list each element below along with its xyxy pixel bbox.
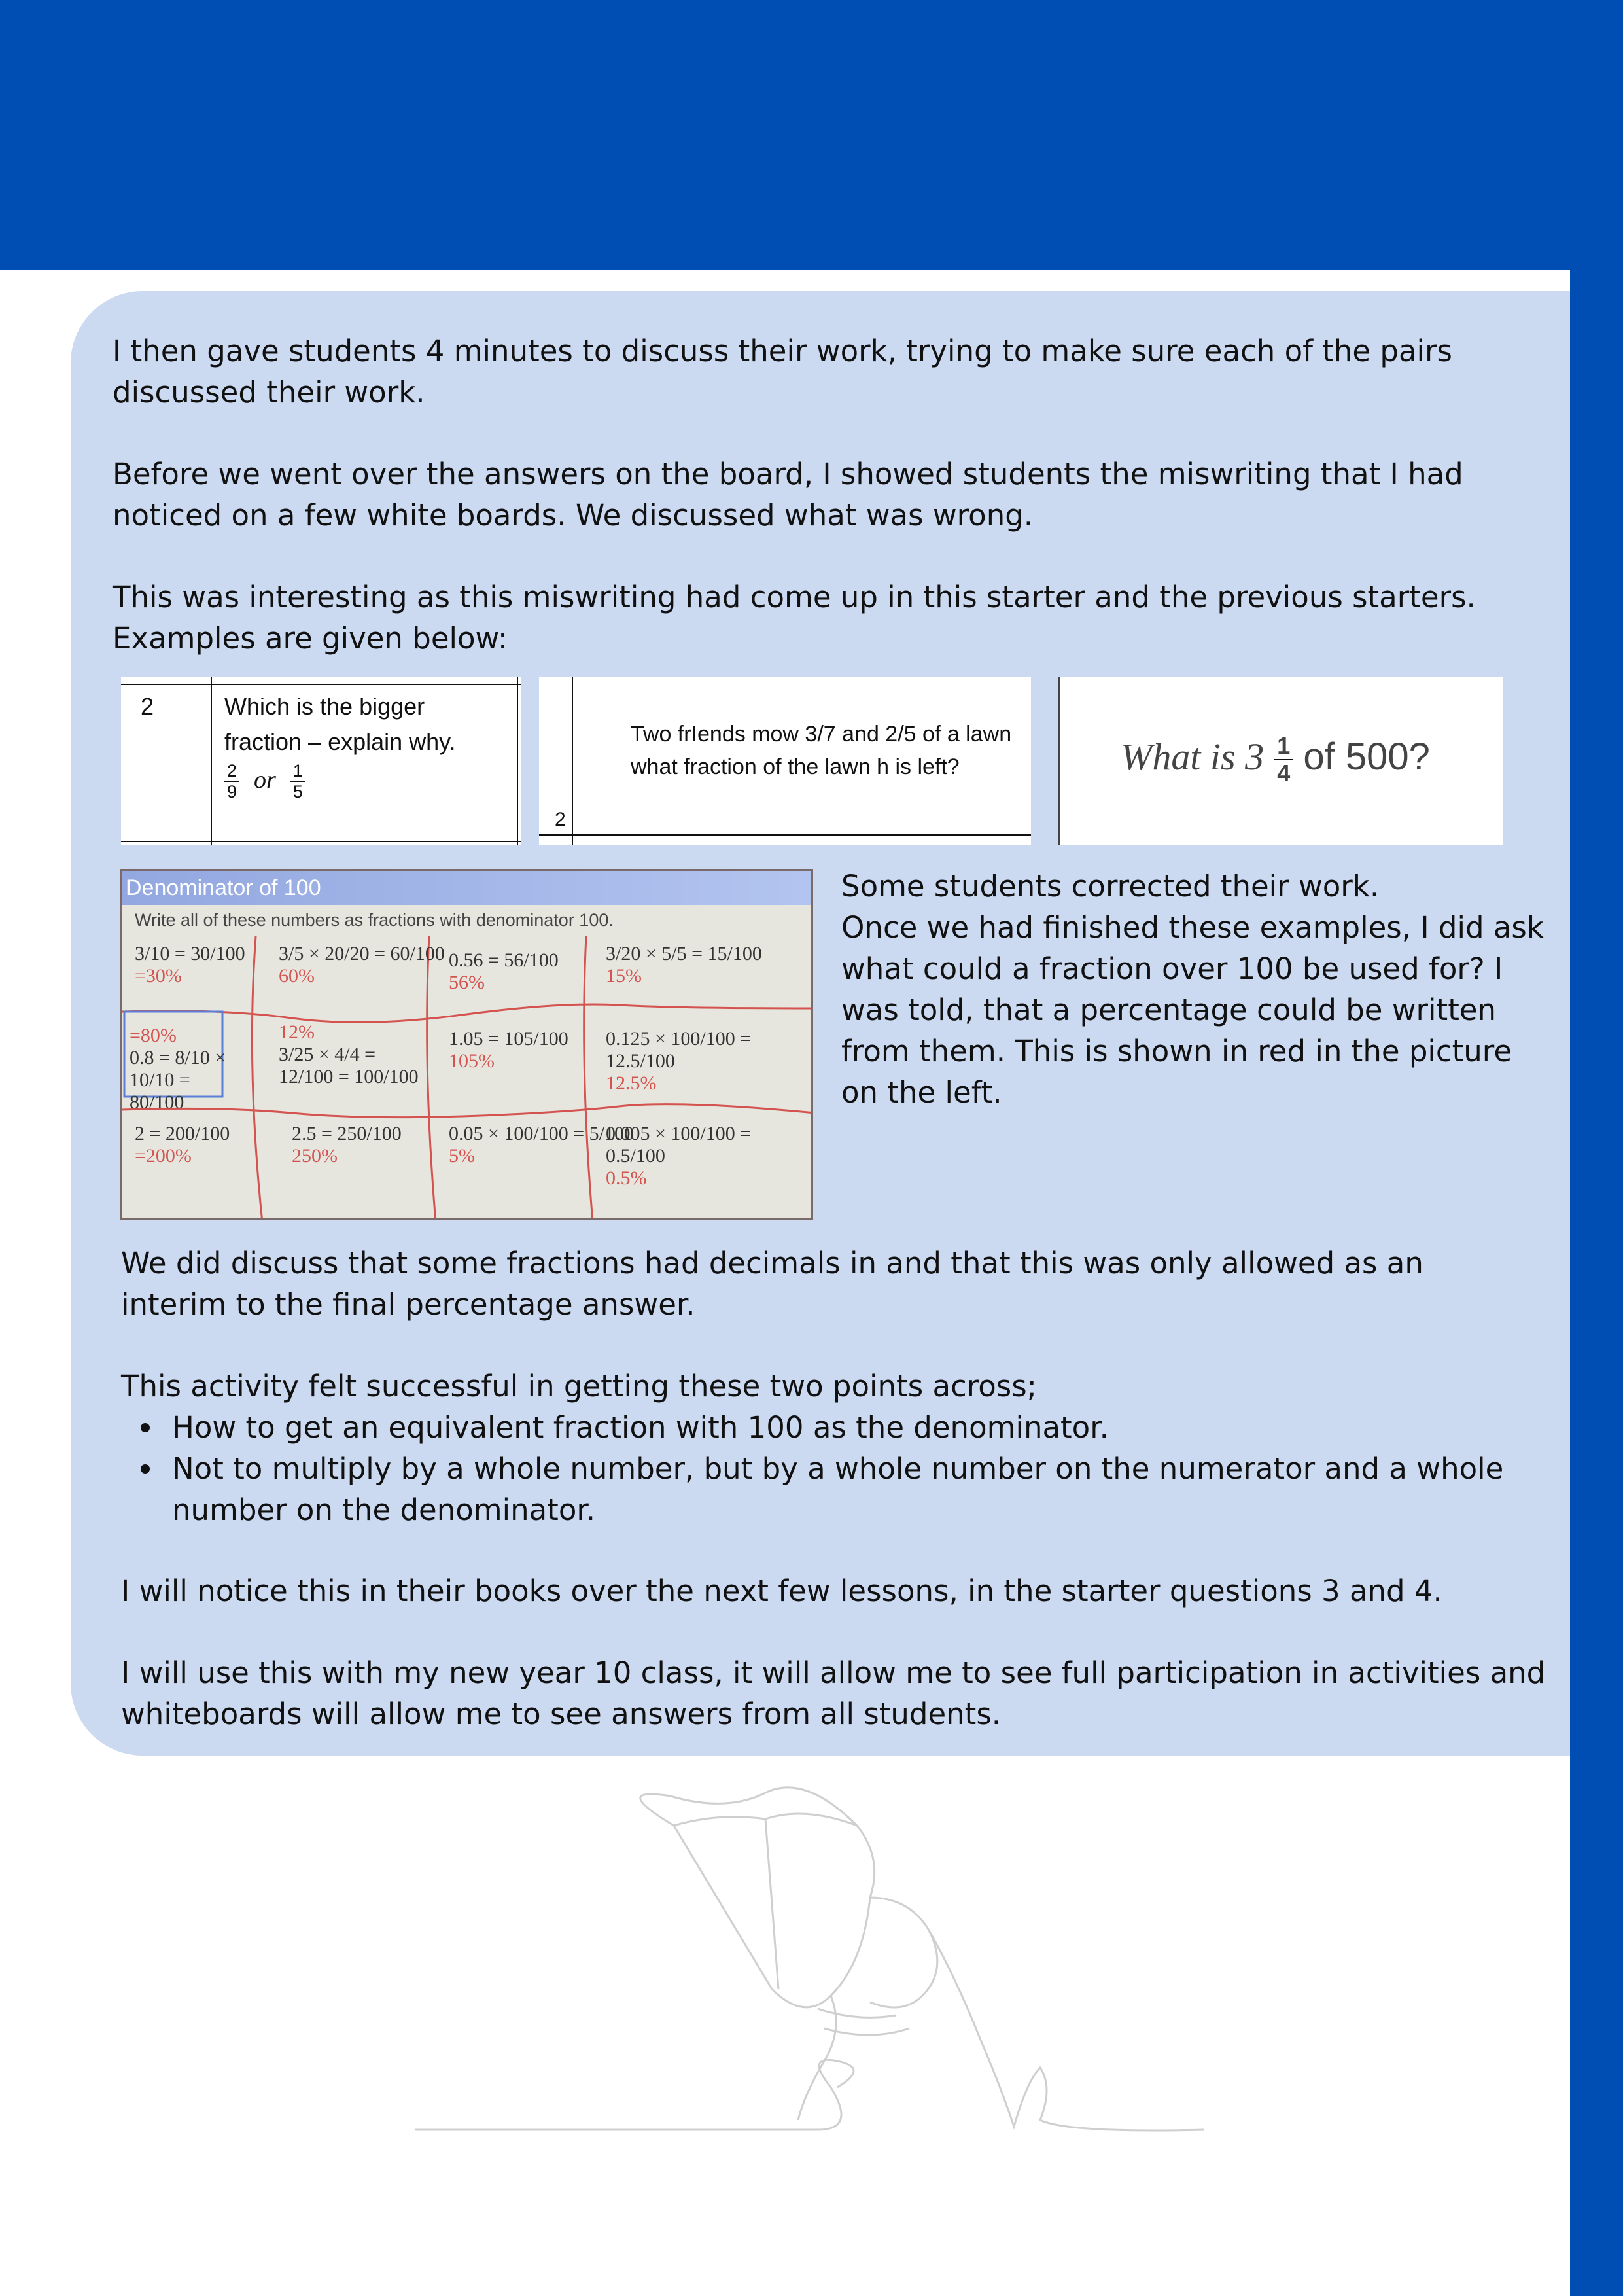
example-image-lawn bbox=[539, 677, 1031, 845]
whiteboard-title: Denominator of 100 bbox=[122, 871, 813, 905]
example-1-fractions bbox=[224, 761, 305, 802]
side-text-corrected: Some students corrected their work. bbox=[841, 869, 1380, 904]
example-3-fraction: $\frac{1}{4}$ bbox=[1274, 733, 1293, 786]
board-item-9: 2 = 200/100 =200% bbox=[135, 1123, 230, 1167]
example-2-number: 2 bbox=[555, 809, 566, 830]
example-2-text: Two frIends mow 3/7 and 2/5 of a lawn what fraction of the lawn h is left? bbox=[631, 722, 1012, 779]
board-item-2: 3/5 × 20/20 = 60/100 60% bbox=[279, 943, 445, 987]
board-item-11: 0.05 × 100/100 = 5/100 5% bbox=[449, 1123, 635, 1167]
board-item-5: =80% 0.8 = 8/10 × 10/10 = 80/100 bbox=[130, 1025, 226, 1113]
side-text-percentage: Once we had finished these examples, I did ask what could a fraction over 100 be used for? I was told, that a percentage could be written from them. This is shown in red in the picture on the left. bbox=[841, 910, 1544, 1110]
example-1-or: or bbox=[254, 766, 276, 794]
board-item-12: 0.005 × 100/100 = 0.5/100 0.5% bbox=[606, 1123, 752, 1189]
whiteboard-instruction: Write all of these numbers as fractions with denominator 100. bbox=[135, 910, 614, 930]
board-item-6: 12% 3/25 × 4/4 = 12/100 = 100/100 bbox=[279, 1021, 419, 1087]
paragraph-year-10: I will use this with my new year 10 class, it will allow me to see full participation in activities and whiteboards will allow me to see answers from all students. bbox=[121, 1655, 1546, 1731]
example-1-fraction-a: $\frac{2}{9}$ bbox=[224, 761, 239, 802]
list-item: Not to multiply by a whole number, but by a whole number on the numerator and a whole number on the denominator. bbox=[121, 1448, 1560, 1530]
example-1-line-2: fraction – explain why. bbox=[224, 728, 456, 755]
example-1-line-1: Which is the bigger bbox=[224, 693, 425, 720]
example-3-question bbox=[1121, 724, 1430, 790]
right-color-band bbox=[1570, 0, 1623, 2296]
example-image-what-is bbox=[1058, 677, 1503, 845]
whiteboard-photo bbox=[120, 869, 813, 1220]
reading-illustration bbox=[412, 1780, 1210, 2146]
paragraph-discussion-time: I then gave students 4 minutes to discuss their work, trying to make sure each of the pairs discussed their work. bbox=[113, 334, 1453, 410]
top-color-band bbox=[0, 0, 1623, 270]
example-1-number: 2 bbox=[141, 693, 154, 720]
points-list bbox=[121, 1407, 1560, 1530]
example-3-suffix: of 500? bbox=[1303, 735, 1430, 778]
board-item-3: 0.56 = 56/100 56% bbox=[449, 949, 559, 993]
list-item: How to get an equivalent fraction with 100 as the denominator. bbox=[121, 1407, 1560, 1448]
board-item-1: 3/10 = 30/100 =30% bbox=[135, 943, 245, 987]
paragraph-successful: This activity felt successful in getting these two points across; bbox=[121, 1369, 1037, 1404]
example-image-bigger-fraction bbox=[121, 677, 521, 845]
board-item-7: 1.05 = 105/100 105% bbox=[449, 1028, 568, 1072]
board-item-4: 3/20 × 5/5 = 15/100 15% bbox=[606, 943, 762, 987]
example-1-fraction-b: $\frac{1}{5}$ bbox=[290, 761, 305, 802]
board-item-8: 0.125 × 100/100 = 12.5/100 12.5% bbox=[606, 1028, 752, 1094]
paragraph-decimals: We did discuss that some fractions had decimals in and that this was only allowed as an interim to the final percentage answer. bbox=[121, 1246, 1423, 1322]
board-item-10: 2.5 = 250/100 250% bbox=[292, 1123, 402, 1167]
paragraph-miswriting: Before we went over the answers on the board, I showed students the miswriting that I had noticed on a few white boards. We discussed what was wrong. bbox=[113, 457, 1463, 533]
example-3-prefix: What is 3 bbox=[1121, 735, 1265, 778]
paragraph-notice-books: I will notice this in their books over the next few lessons, in the starter questions 3 and 4. bbox=[121, 1574, 1442, 1608]
paragraph-examples-intro: This was interesting as this miswriting had come up in this starter and the previous starters. Examples are given below: bbox=[113, 580, 1476, 656]
